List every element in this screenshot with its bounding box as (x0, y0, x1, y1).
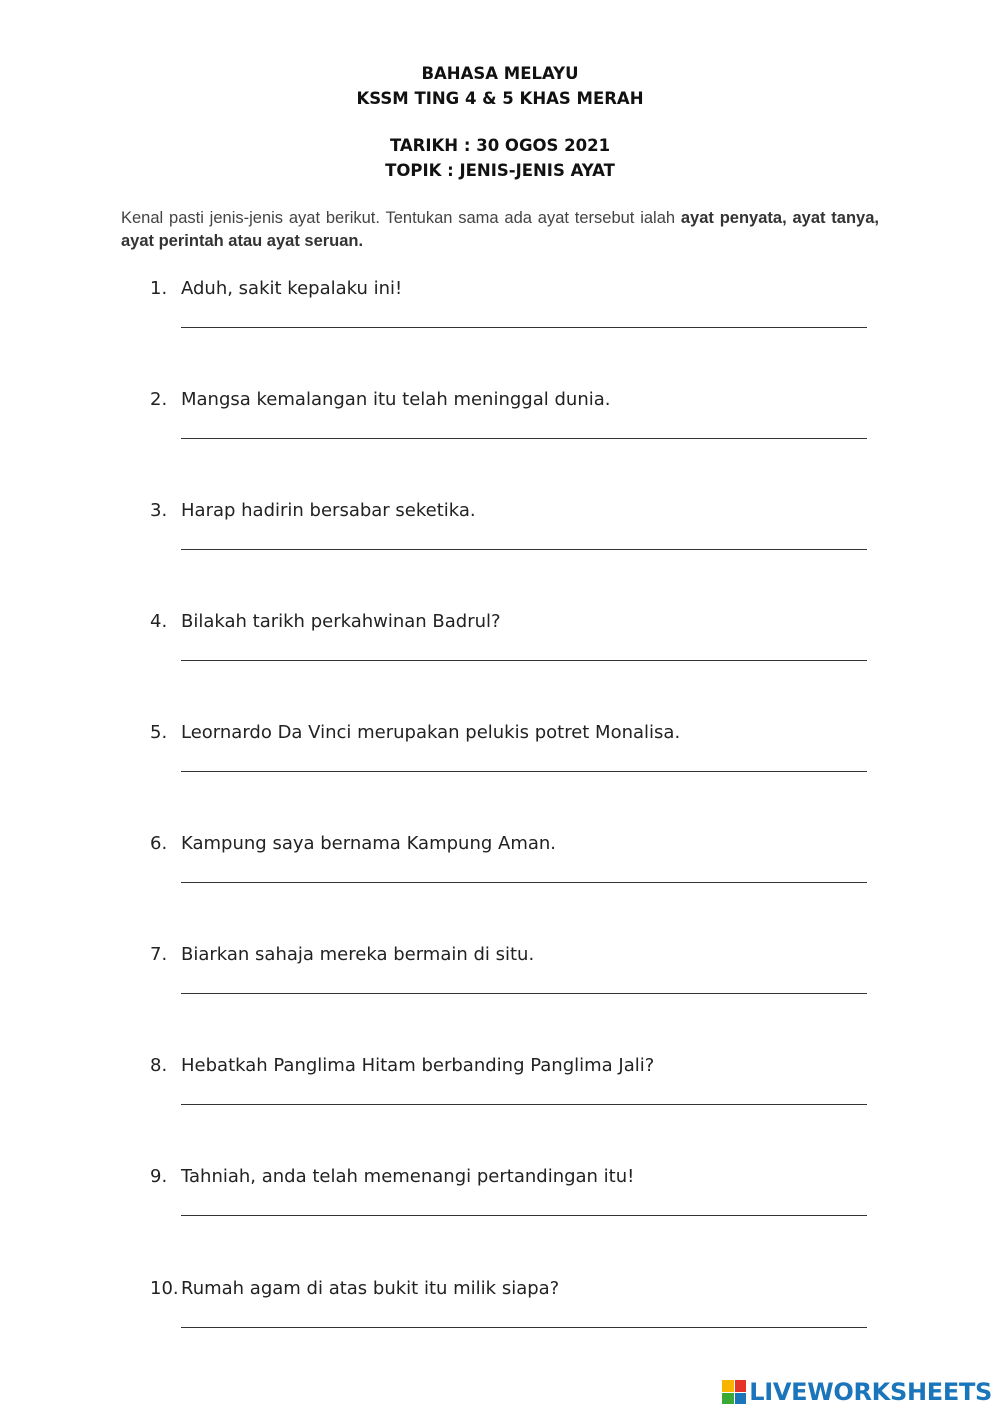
instruction-bold: ayat penyata, ayat tanya, ayat perintah atau ayat seruan. (121, 209, 879, 250)
answer-input-5[interactable] (181, 761, 867, 772)
subject-title: BAHASA MELAYU (421, 64, 579, 83)
question-item (150, 832, 880, 912)
question-text: Hebatkah Panglima Hitam berbanding Panglima Jali? (181, 1055, 655, 1076)
question-number: 1. (150, 278, 168, 299)
question-number: 2. (150, 389, 168, 410)
document-header (0, 61, 1000, 111)
date-title: TARIKH : 30 OGOS 2021 (389, 136, 611, 155)
answer-input-4[interactable] (181, 650, 867, 661)
question-text: Harap hadirin bersabar seketika. (181, 500, 476, 521)
question-number: 4. (150, 611, 168, 632)
question-text: Bilakah tarikh perkahwinan Badrul? (181, 611, 501, 632)
question-text: Tahniah, anda telah memenangi pertandingan itu! (181, 1166, 635, 1187)
answer-input-8[interactable] (181, 1094, 867, 1105)
question-item (150, 1054, 880, 1134)
question-number: 5. (150, 722, 168, 743)
class-title: KSSM TING 4 & 5 KHAS MERAH (356, 89, 644, 108)
question-item (150, 943, 880, 1023)
question-number: 6. (150, 833, 168, 854)
question-text: Leornardo Da Vinci merupakan pelukis potret Monalisa. (181, 722, 681, 743)
instruction-text (121, 207, 879, 253)
document-subheader (0, 133, 1000, 183)
brand-name: LIVEWORKSHEETS (749, 1378, 992, 1406)
answer-input-9[interactable] (181, 1205, 867, 1216)
question-text: Mangsa kemalangan itu telah meninggal dunia. (181, 389, 611, 410)
answer-input-7[interactable] (181, 983, 867, 994)
question-item (150, 388, 880, 468)
question-text: Kampung saya bernama Kampung Aman. (181, 833, 557, 854)
question-number: 8. (150, 1055, 168, 1076)
topic-title: TOPIK : JENIS-JENIS AYAT (385, 161, 615, 180)
answer-input-2[interactable] (181, 428, 867, 439)
question-item (150, 610, 880, 690)
answer-input-10[interactable] (181, 1317, 867, 1328)
question-text: Rumah agam di atas bukit itu milik siapa? (181, 1278, 560, 1299)
question-item (150, 721, 880, 801)
liveworksheets-logo-icon (722, 1380, 746, 1404)
answer-input-6[interactable] (181, 872, 867, 883)
question-item (150, 1277, 880, 1357)
question-item (150, 277, 880, 357)
question-number: 10. (150, 1278, 179, 1299)
question-text: Aduh, sakit kepalaku ini! (181, 278, 403, 299)
question-number: 7. (150, 944, 168, 965)
instruction-plain: Kenal pasti jenis-jenis ayat berikut. Tentukan sama ada ayat tersebut ialah (121, 209, 681, 227)
question-text: Biarkan sahaja mereka bermain di situ. (181, 944, 535, 965)
question-number: 9. (150, 1166, 168, 1187)
answer-input-1[interactable] (181, 317, 867, 328)
question-item (150, 1165, 880, 1245)
liveworksheets-brand[interactable] (722, 1377, 992, 1407)
question-number: 3. (150, 500, 168, 521)
question-item (150, 499, 880, 579)
answer-input-3[interactable] (181, 539, 867, 550)
